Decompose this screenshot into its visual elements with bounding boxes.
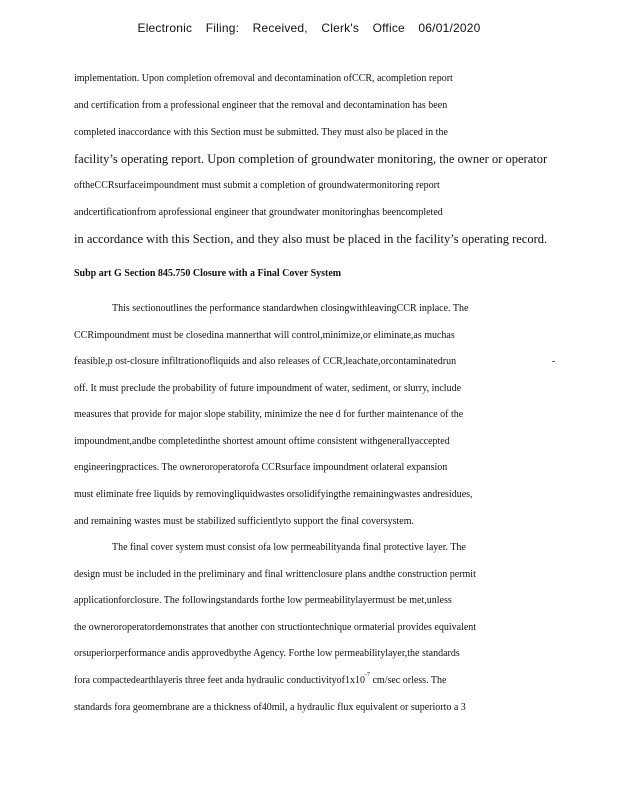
paragraph-2-line-8: must eliminate free liquids by removingliquidwastes orsolidifyingthe remainingwastes andresidues,: [74, 489, 473, 500]
paragraph-1-line-5: oftheCCRsurfaceimpoundment must submit a completion of groundwatermonitoring report: [74, 180, 440, 191]
paragraph-2-line-5: measures that provide for major slope stability, minimize the nee d for further maintenance of the: [74, 409, 464, 420]
paragraph-2-line-7: engineeringpractices. The owneroroperatorofa CCRsurface impoundment orlateral expansion: [74, 462, 448, 473]
paragraph-3-line-6: [74, 672, 447, 686]
filing-stamp-header: Electronic Filing: Received, Clerk's Office 06/01/2020: [137, 21, 481, 35]
paragraph-3-line-2: design must be included in the preliminary and final writtenclosure plans andthe construction permit: [74, 569, 476, 580]
paragraph-3-line-6-tail: cm/sec orless. The: [369, 675, 447, 686]
paragraph-1-line-3: completed inaccordance with this Section must be submitted. They must also be placed in the: [74, 127, 448, 138]
paragraph-2-line-9: and remaining wastes must be stabilized sufficientlyto support the final coversystem.: [74, 516, 415, 527]
exponent-superscript: -7: [364, 672, 370, 678]
paragraph-2-line-2: CCRimpoundment must be closedina mannerthat will control,minimize,or eliminate,as muchas: [74, 330, 455, 341]
paragraph-2-line-3: feasible,p ost-closure infiltrationofliquids and also releases of CCR,leachate,orcontaminatedrun: [74, 356, 457, 367]
paragraph-3-line-5: orsuperiorperformance andis approvedbythe Agency. Forthe low permeabilitylayer,the standards: [74, 648, 460, 659]
paragraph-1-line-6: andcertificationfrom aprofessional engineer that groundwater monitoringhas beencompleted: [74, 207, 443, 218]
paragraph-1-line-4: facility’s operating report. Upon completion of groundwater monitoring, the owner or operator: [74, 152, 548, 166]
paragraph-3-line-6-text: fora compactedearthlayeris three feet anda hydraulic conductivityof1x10: [74, 675, 365, 686]
paragraph-2-line-1: This sectionoutlines the performance standardwhen closingwithleavingCCR inplace. The: [112, 303, 469, 314]
paragraph-2-trailing-dash: -: [552, 356, 556, 367]
paragraph-1-line-7: in accordance with this Section, and they also must be placed in the facility’s operating record.: [74, 232, 548, 246]
section-heading: Subp art G Section 845.750 Closure with a Final Cover System: [74, 268, 342, 279]
paragraph-1-line-2: and certification from a professional engineer that the removal and decontamination has been: [74, 100, 448, 111]
paragraph-3-line-1: The final cover system must consist ofa low permeabilityanda final protective layer. The: [112, 542, 466, 553]
paragraph-3-line-7: standards fora geomembrane are a thickness of40mil, a hydraulic flux equivalent or superiorto a 3: [74, 702, 466, 713]
paragraph-3-line-3: applicationforclosure. The followingstandards forthe low permeabilitylayermust be met,unless: [74, 595, 452, 606]
paragraph-3-line-4: the owneroroperatordemonstrates that another con structiontechnique ormaterial provides equivalent: [74, 622, 477, 633]
paragraph-1-line-1: implementation. Upon completion ofremoval and decontamination ofCCR, acompletion report: [74, 73, 453, 84]
paragraph-2-line-4: off. It must preclude the probability of future impoundment of water, sediment, or slurry, include: [74, 383, 462, 394]
paragraph-2-line-6: impoundment,andbe completedinthe shortest amount oftime consistent withgenerallyaccepted: [74, 436, 450, 447]
